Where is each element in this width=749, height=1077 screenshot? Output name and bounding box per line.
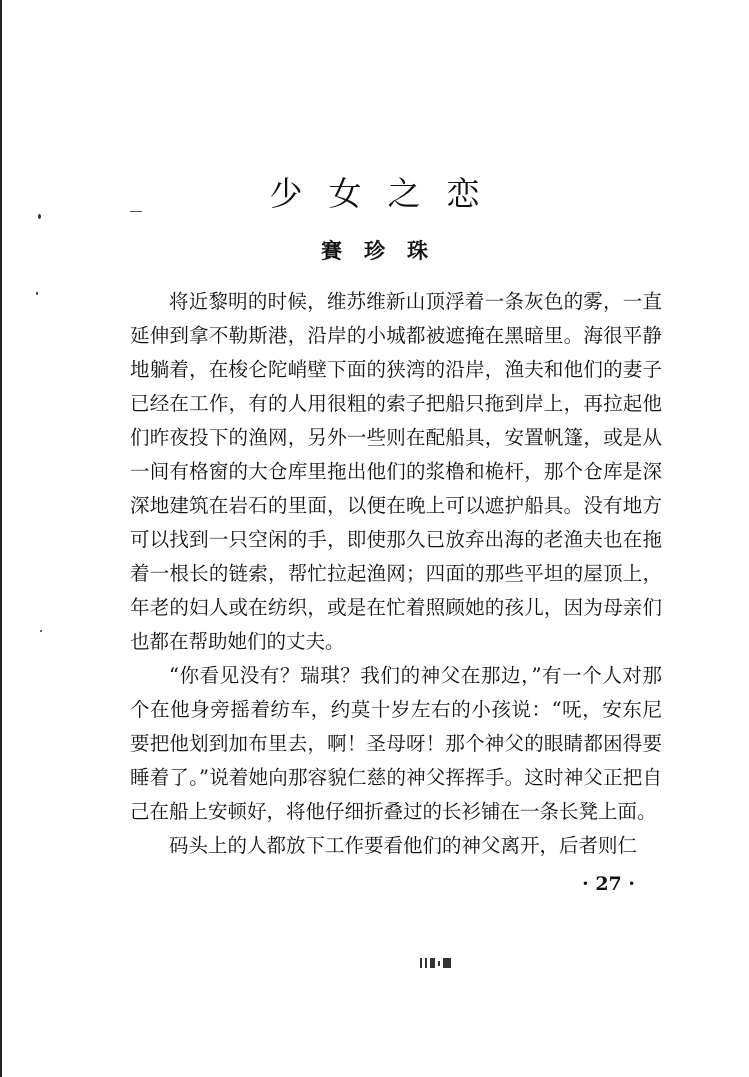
scan-speck bbox=[40, 630, 42, 632]
paragraph: 将近黎明的时候，维苏维新山顶浮着一条灰色的雾，一直延伸到拿不勒斯港，沿岸的小城都被遮掩在黑暗里。海很平静地躺着，在梭仑陀峭壁下面的狭湾的沿岸，渔夫和他们的妻子已经在工作，有的人用很粗的索子把船只拖到岸上，再拉起他们昨夜投下的渔网，另外一些则在配船具，安置帆篷，或是从一间有格窗的大仓库里拖出他们的浆橹和桅杆，那个仓库是深深地建筑在岩石的里面，以便在晚上可以遮护船具。没有地方可以找到一只空闲的手，即使那久已放弃出海的老渔夫也在拖着一根长的链索，帮忙拉起渔网；四面的那些平坦的屋顶上，年老的妇人或在纺织，或是在忙着照顾她的孩儿，因为母亲们也都在帮助她们的丈夫。 bbox=[130, 290, 662, 653]
chapter-title: 少女之恋 bbox=[269, 174, 506, 213]
paragraph: “你看见没有？瑞琪？我们的神父在那边，”有一个人对那个在他身旁摇着纺车，约莫十岁左右的小孩说：“呒，安东尼要把他划到加布里去，啊！圣母呀！那个神父的眼睛都困得要睡着了。”说着她向那容貌仁慈的神父挥挥手。这时神父正把自己在船上安顿好，将他仔细折叠过的长衫铺在一条长凳上面。 bbox=[130, 664, 662, 823]
body-text bbox=[130, 285, 662, 863]
page-number: · 27 · bbox=[582, 873, 635, 895]
scan-speck bbox=[36, 292, 38, 295]
printer-mark bbox=[420, 958, 460, 968]
author-name: 賽珍珠 bbox=[321, 238, 450, 263]
paragraph: 码头上的人都放下工作要看他们的神父离开，后者则仁 bbox=[169, 834, 638, 857]
